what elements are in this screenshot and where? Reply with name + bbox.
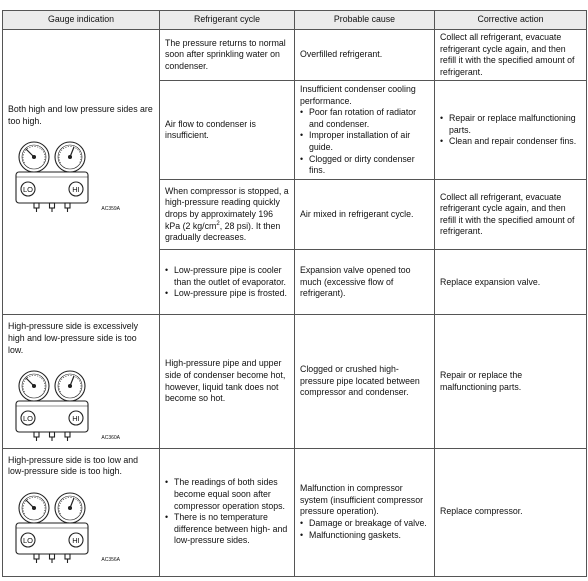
- diagnosis-table: [2, 10, 587, 577]
- cause-list: [300, 107, 429, 177]
- cycle-list: [165, 477, 289, 547]
- header-corrective-action: Corrective action: [435, 11, 587, 30]
- list-item: • Low-pressure pipe is cooler than the outlet of evaporator.: [165, 265, 289, 288]
- figure-code: AC359A: [101, 206, 120, 213]
- high-gauge-label: HI: [72, 185, 80, 195]
- gauge-figure: [8, 364, 154, 446]
- list-item: • Clean and repair condenser fins.: [440, 136, 581, 148]
- gauge-figure: [8, 486, 154, 568]
- cause-list: [300, 518, 429, 541]
- low-gauge-label: LO: [22, 185, 34, 195]
- manifold-gauge-illustration: [8, 486, 128, 564]
- cause-cell: [295, 448, 435, 576]
- table-row: [3, 30, 587, 81]
- cycle-cell: The pressure returns to normal soon after sprinkling water on condenser.: [160, 30, 295, 81]
- cause-cell: Expansion valve opened too much (excessive flow of refrigerant).: [295, 250, 435, 315]
- list-item: • Malfunctioning gaskets.: [300, 530, 429, 542]
- symptom-text: Both high and low pressure sides are too high.: [8, 104, 153, 126]
- cause-cell: [295, 81, 435, 180]
- list-item: • Low-pressure pipe is frosted.: [165, 288, 289, 300]
- symptom-cell: [3, 448, 160, 576]
- header-refrigerant-cycle: Refrigerant cycle: [160, 11, 295, 30]
- figure-code: AC356A: [101, 556, 120, 563]
- list-item: • Repair or replace malfunctioning parts.: [440, 113, 581, 136]
- table-row: [3, 448, 587, 576]
- cycle-cell: [160, 448, 295, 576]
- cause-cell: Overfilled refrigerant.: [295, 30, 435, 81]
- list-item: • The readings of both sides become equal soon after compressor operation stops.: [165, 477, 289, 512]
- cycle-cell: [160, 250, 295, 315]
- high-gauge-label: HI: [72, 535, 80, 545]
- action-cell: Repair or replace the malfunctioning parts.: [435, 315, 587, 448]
- list-item: • Improper installation of air guide.: [300, 130, 429, 153]
- cycle-list: [165, 265, 289, 300]
- low-gauge-label: LO: [22, 414, 34, 424]
- cycle-cell: Air flow to condenser is insufficient.: [160, 81, 295, 180]
- manifold-gauge-illustration: [8, 364, 128, 442]
- cause-intro: Malfunction in compressor system (insufficient compressor pressure operation).: [300, 483, 424, 517]
- action-cell: Replace expansion valve.: [435, 250, 587, 315]
- table-row: [3, 315, 587, 448]
- list-item: • Damage or breakage of valve.: [300, 518, 429, 530]
- cause-cell: Clogged or crushed high-pressure pipe located between compressor and condenser.: [295, 315, 435, 448]
- symptom-text: High-pressure side is excessively high and low-pressure side is too low.: [8, 321, 139, 355]
- cause-cell: Air mixed in refrigerant cycle.: [295, 180, 435, 250]
- table-header-row: [3, 11, 587, 30]
- figure-code: AC360A: [101, 435, 120, 442]
- high-gauge-label: HI: [72, 414, 80, 424]
- symptom-text: High-pressure side is too low and low-pressure side is too high.: [8, 454, 139, 477]
- action-list: [440, 113, 581, 148]
- list-item: • There is no temperature difference between high- and low-pressure sides.: [165, 512, 289, 547]
- gauge-figure: [8, 135, 154, 217]
- action-cell: Collect all refrigerant, evacuate refrigerant cycle again, and then refill it with the specified amount of refrigerant.: [435, 180, 587, 250]
- header-gauge-indication: Gauge indication: [3, 11, 160, 30]
- action-cell: Collect all refrigerant, evacuate refrigerant cycle again, and then refill it with the specified amount of refrigerant.: [435, 30, 587, 81]
- cycle-cell: High-pressure pipe and upper side of condenser become hot, however, liquid tank does not become so hot.: [160, 315, 295, 448]
- action-cell: Replace compressor.: [435, 448, 587, 576]
- symptom-cell: [3, 30, 160, 315]
- cycle-cell: When compressor is stopped, a high-pressure reading quickly drops by approximately 196 kPa (2 $kg/cm^2$, 28 psi). It then gradually decreases.: [160, 180, 295, 250]
- list-item: • Poor fan rotation of radiator and condenser.: [300, 107, 429, 130]
- header-probable-cause: Probable cause: [295, 11, 435, 30]
- manifold-gauge-illustration: [8, 135, 128, 213]
- low-gauge-label: LO: [22, 535, 34, 545]
- cause-intro: Insufficient condenser cooling performance.: [300, 84, 416, 106]
- symptom-cell: [3, 315, 160, 448]
- action-cell: [435, 81, 587, 180]
- list-item: • Clogged or dirty condenser fins.: [300, 154, 429, 177]
